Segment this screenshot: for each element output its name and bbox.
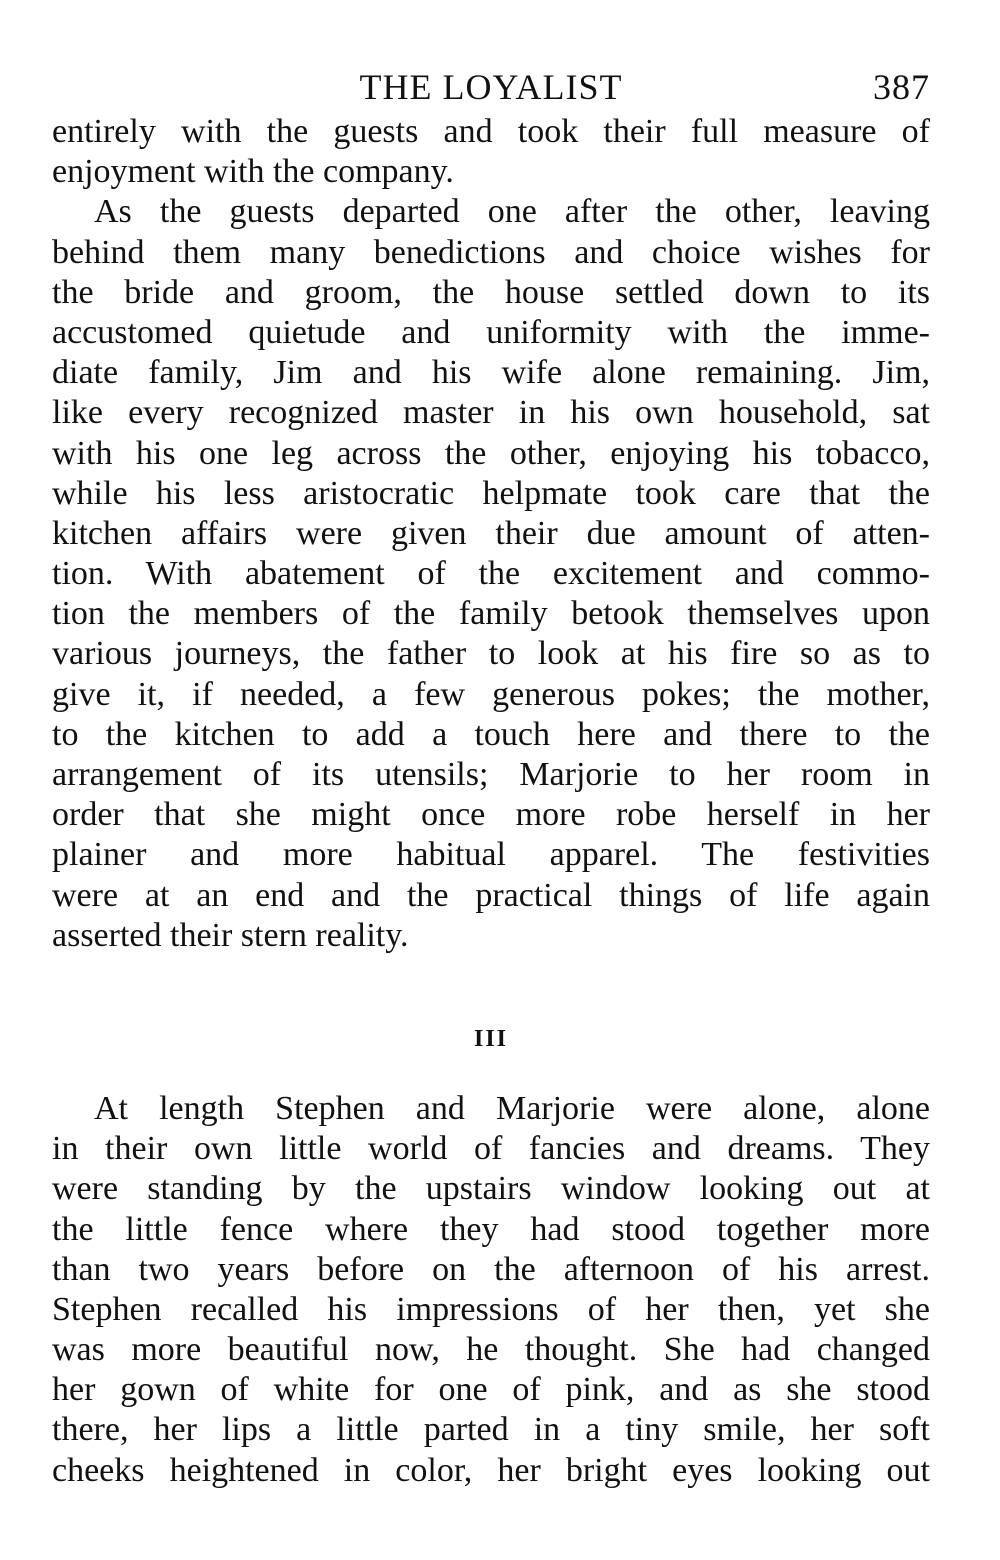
page-number: 387 xyxy=(873,67,930,107)
text-line: the little fence where they had stood together more xyxy=(52,1210,930,1248)
section-paragraph xyxy=(52,1089,930,1491)
text-line: her gown of white for one of pink, and as she stood xyxy=(52,1371,930,1409)
text-line: the bride and groom, the house settled down to its xyxy=(52,273,930,311)
text-line: kitchen affairs were given their due amount of atten- xyxy=(52,514,930,552)
book-page xyxy=(52,62,930,1491)
text-line: order that she might once more robe herself in her xyxy=(52,796,930,834)
text-line: arrangement of its utensils; Marjorie to her room in xyxy=(52,756,930,793)
running-title: THE LOYALIST xyxy=(359,67,623,107)
text-line: entirely with the guests and took their full measure of xyxy=(52,113,930,150)
text-line: than two years before on the afternoon of his arrest. xyxy=(52,1250,930,1288)
text-line: in their own little world of fancies and dreams. They xyxy=(52,1130,930,1168)
text-line: while his less aristocratic helpmate took care that the xyxy=(52,474,930,512)
text-line: were standing by the upstairs window looking out at xyxy=(52,1170,930,1208)
text-line: were at an end and the practical things of life again xyxy=(52,876,930,914)
text-line: cheeks heightened in color, her bright eyes looking out xyxy=(52,1451,930,1489)
paragraph-2 xyxy=(52,192,930,956)
text-line: asserted their stern reality. xyxy=(52,916,409,954)
text-line: tion. With abatement of the excitement and commo- xyxy=(52,555,930,593)
text-line: Stephen recalled his impressions of her then, yet she xyxy=(52,1290,930,1328)
text-line: give it, if needed, a few generous pokes; the mother, xyxy=(52,675,930,713)
text-line: enjoyment with the company. xyxy=(52,153,454,191)
text-line: various journeys, the father to look at his fire so as to xyxy=(52,635,930,673)
text-line: diate family, Jim and his wife alone remaining. Jim, xyxy=(52,354,930,392)
section-heading: III xyxy=(473,1025,509,1052)
text-line: there, her lips a little parted in a tiny smile, her soft xyxy=(52,1411,930,1449)
text-line: At length Stephen and Marjorie were alone, alone xyxy=(94,1089,930,1127)
text-line: As the guests departed one after the other, leaving xyxy=(94,193,930,231)
text-line: with his one leg across the other, enjoying his tobacco, xyxy=(52,434,930,472)
page-header xyxy=(52,62,930,112)
text-line: plainer and more habitual apparel. The festivities xyxy=(52,836,930,874)
text-line: was more beautiful now, he thought. She had changed xyxy=(52,1331,930,1369)
text-line: accustomed quietude and uniformity with the imme- xyxy=(52,313,930,351)
text-line: to the kitchen to add a touch here and there to the xyxy=(52,715,930,753)
text-line: behind them many benedictions and choice wishes for xyxy=(52,233,930,271)
text-line: tion the members of the family betook themselves upon xyxy=(52,595,930,633)
text-line: like every recognized master in his own household, sat xyxy=(52,394,930,432)
paragraph-1 xyxy=(52,112,930,192)
